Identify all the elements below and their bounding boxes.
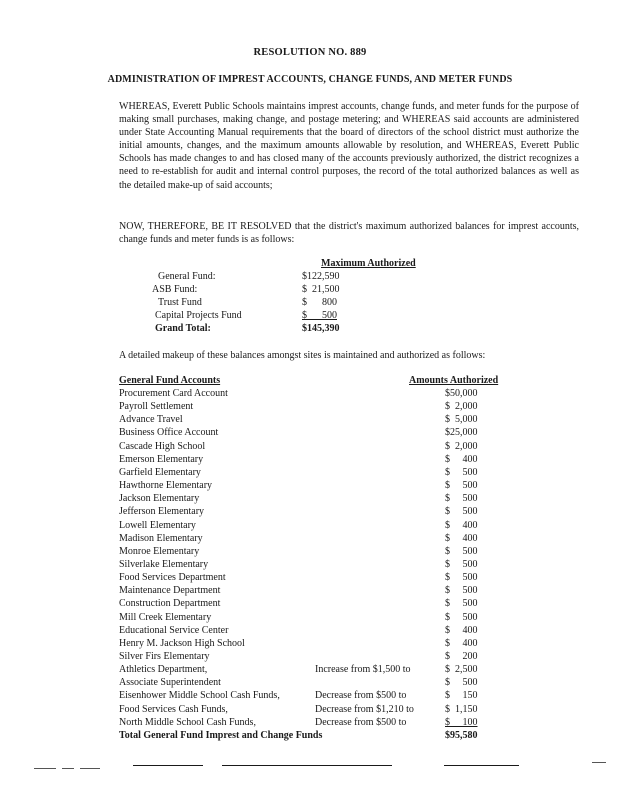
accounts-row (119, 651, 519, 664)
accounts-row (119, 493, 519, 506)
accounts-header-right: Amounts Authorized (409, 375, 499, 386)
accounts-row (119, 585, 519, 598)
summary-amount: $122,590 (302, 271, 340, 282)
now-therefore-paragraph: NOW, THEREFORE, BE IT RESOLVED that the district's maximum authorized balances for imprest accounts, change funds and meter funds is as follows: (119, 221, 579, 246)
summary-label: Capital Projects Fund (155, 310, 242, 321)
accounts-row (119, 480, 519, 493)
accounts-row (119, 677, 519, 690)
account-amount: $ 500 (445, 677, 478, 689)
account-change-note: Increase from $1,500 to (315, 664, 411, 676)
account-name: Maintenance Department (119, 585, 221, 597)
account-name: Athletics Department, (119, 664, 208, 676)
detail-intro-paragraph: A detailed makeup of these balances amongst sites is maintained and authorized as follows: (119, 350, 486, 361)
account-name: Silver Firs Elementary (119, 651, 210, 662)
account-name: Henry M. Jackson High School (119, 637, 245, 649)
account-amount: $ 200 (445, 651, 478, 662)
account-amount: $ 500 (445, 585, 478, 597)
summary-amount: $145,390 (302, 323, 340, 334)
account-name: Food Services Cash Funds, (119, 703, 228, 715)
account-amount: $ 500 (445, 572, 478, 584)
account-amount: $ 400 (445, 453, 478, 465)
summary-label: ASB Fund: (152, 284, 198, 295)
accounts-row (119, 598, 519, 611)
account-amount: $ 400 (445, 532, 478, 544)
account-amount: $ 400 (445, 637, 478, 649)
account-amount: $ 500 (445, 506, 478, 518)
scan-mark (80, 768, 100, 769)
account-name: Madison Elementary (119, 532, 203, 544)
account-amount: $ 1,150 (445, 703, 478, 715)
account-amount: $ 2,000 (445, 440, 478, 452)
account-name: Food Services Department (119, 572, 226, 584)
accounts-row (119, 664, 519, 677)
accounts-row (119, 520, 519, 533)
accounts-row (119, 506, 519, 519)
resolution-title: RESOLUTION NO. 889 (253, 47, 367, 58)
account-amount: $ 150 (445, 690, 478, 702)
account-amount: $ 400 (445, 624, 478, 636)
summary-header: Maximum Authorized (321, 258, 416, 269)
accounts-row (119, 612, 519, 625)
whereas-paragraph: WHEREAS, Everett Public Schools maintains imprest accounts, change funds, and meter funds for the purpose of making small purchases, making change, and postage metering; and WHEREAS said accounts are administered under State Accounting Manual requirements that the board of directors of the school district must authorize the initial amounts, changes, and the maximum amounts allowable by resolution, and WHEREAS, Everett Public Schools has made changes to and has closed many of the accounts previously authorized, the district recognizes a need to re-establish for audit and internal control purposes, the record of the total authorized balances as well as the detailed make-up of said accounts; (119, 101, 579, 191)
account-name: Associate Superintendent (119, 677, 221, 689)
account-name: Monroe Elementary (119, 545, 200, 557)
accounts-row (119, 467, 519, 480)
accounts-row (119, 441, 519, 454)
summary-amount: $ 21,500 (302, 284, 340, 295)
account-name: Lowell Elementary (119, 519, 196, 531)
account-name: Silverlake Elementary (119, 558, 209, 570)
account-amount: $50,000 (445, 388, 478, 399)
resolution-subtitle: ADMINISTRATION OF IMPREST ACCOUNTS, CHANGE FUNDS, AND METER FUNDS (107, 74, 513, 85)
accounts-row (119, 414, 519, 427)
accounts-row (119, 401, 519, 414)
summary-label: General Fund: (158, 271, 216, 282)
summary-row (152, 284, 395, 297)
account-name: Payroll Settlement (119, 401, 194, 413)
account-name: Business Office Account (119, 427, 219, 439)
signature-line (222, 765, 392, 766)
accounts-total-row (119, 730, 519, 743)
summary-row (155, 310, 395, 323)
account-name: Educational Service Center (119, 624, 229, 636)
signature-line (133, 765, 203, 766)
account-amount: $ 500 (445, 558, 478, 570)
accounts-row (119, 625, 519, 638)
account-amount: $ 500 (445, 493, 478, 505)
account-name: Garfield Elementary (119, 466, 201, 478)
account-amount: $95,580 (445, 729, 478, 741)
accounts-row (119, 690, 519, 703)
account-name: Procurement Card Account (119, 388, 228, 399)
scan-mark (34, 768, 56, 769)
account-name: Cascade High School (119, 440, 206, 452)
account-amount: $ 2,500 (445, 664, 478, 676)
account-amount: $ 500 (445, 611, 478, 623)
account-amount: $ 100 (445, 716, 478, 728)
accounts-row (119, 388, 519, 401)
account-change-note: Decrease from $1,210 to (315, 703, 414, 715)
account-amount: $ 500 (445, 480, 478, 492)
account-name: Mill Creek Elementary (119, 611, 212, 623)
accounts-header-left: General Fund Accounts (119, 375, 221, 386)
account-name: Emerson Elementary (119, 453, 204, 465)
accounts-row (119, 572, 519, 585)
accounts-row (119, 546, 519, 559)
account-name: Hawthorne Elementary (119, 480, 213, 492)
account-name: Construction Department (119, 598, 221, 610)
account-name: North Middle School Cash Funds, (119, 716, 256, 728)
summary-total-row (155, 323, 395, 336)
signature-line (444, 765, 519, 766)
account-amount: $ 400 (445, 519, 478, 531)
account-amount: $ 500 (445, 466, 478, 478)
accounts-row (119, 704, 519, 717)
accounts-row (119, 427, 519, 440)
account-amount: $ 2,000 (445, 401, 478, 413)
account-change-note: Decrease from $500 to (315, 716, 407, 728)
account-name: Total General Fund Imprest and Change Funds (119, 729, 323, 741)
account-name: Jackson Elementary (119, 493, 200, 505)
summary-row (155, 271, 395, 284)
account-change-note: Decrease from $500 to (315, 690, 407, 702)
accounts-row (119, 454, 519, 467)
account-name: Advance Travel (119, 414, 183, 426)
account-amount: $ 500 (445, 545, 478, 557)
account-name: Jefferson Elementary (119, 506, 205, 518)
summary-label: Grand Total: (155, 323, 211, 334)
accounts-row (119, 559, 519, 572)
accounts-row (119, 717, 519, 730)
summary-amount: $ 500 (302, 310, 337, 321)
summary-amount: $ 800 (302, 297, 337, 308)
account-amount: $25,000 (445, 427, 478, 439)
scan-mark (592, 762, 606, 763)
accounts-row (119, 533, 519, 546)
account-amount: $ 500 (445, 598, 478, 610)
scan-mark (62, 768, 74, 769)
summary-label: Trust Fund (158, 297, 202, 308)
account-name: Eisenhower Middle School Cash Funds, (119, 690, 280, 702)
accounts-row (119, 638, 519, 651)
account-amount: $ 5,000 (445, 414, 478, 426)
summary-row (155, 297, 395, 310)
